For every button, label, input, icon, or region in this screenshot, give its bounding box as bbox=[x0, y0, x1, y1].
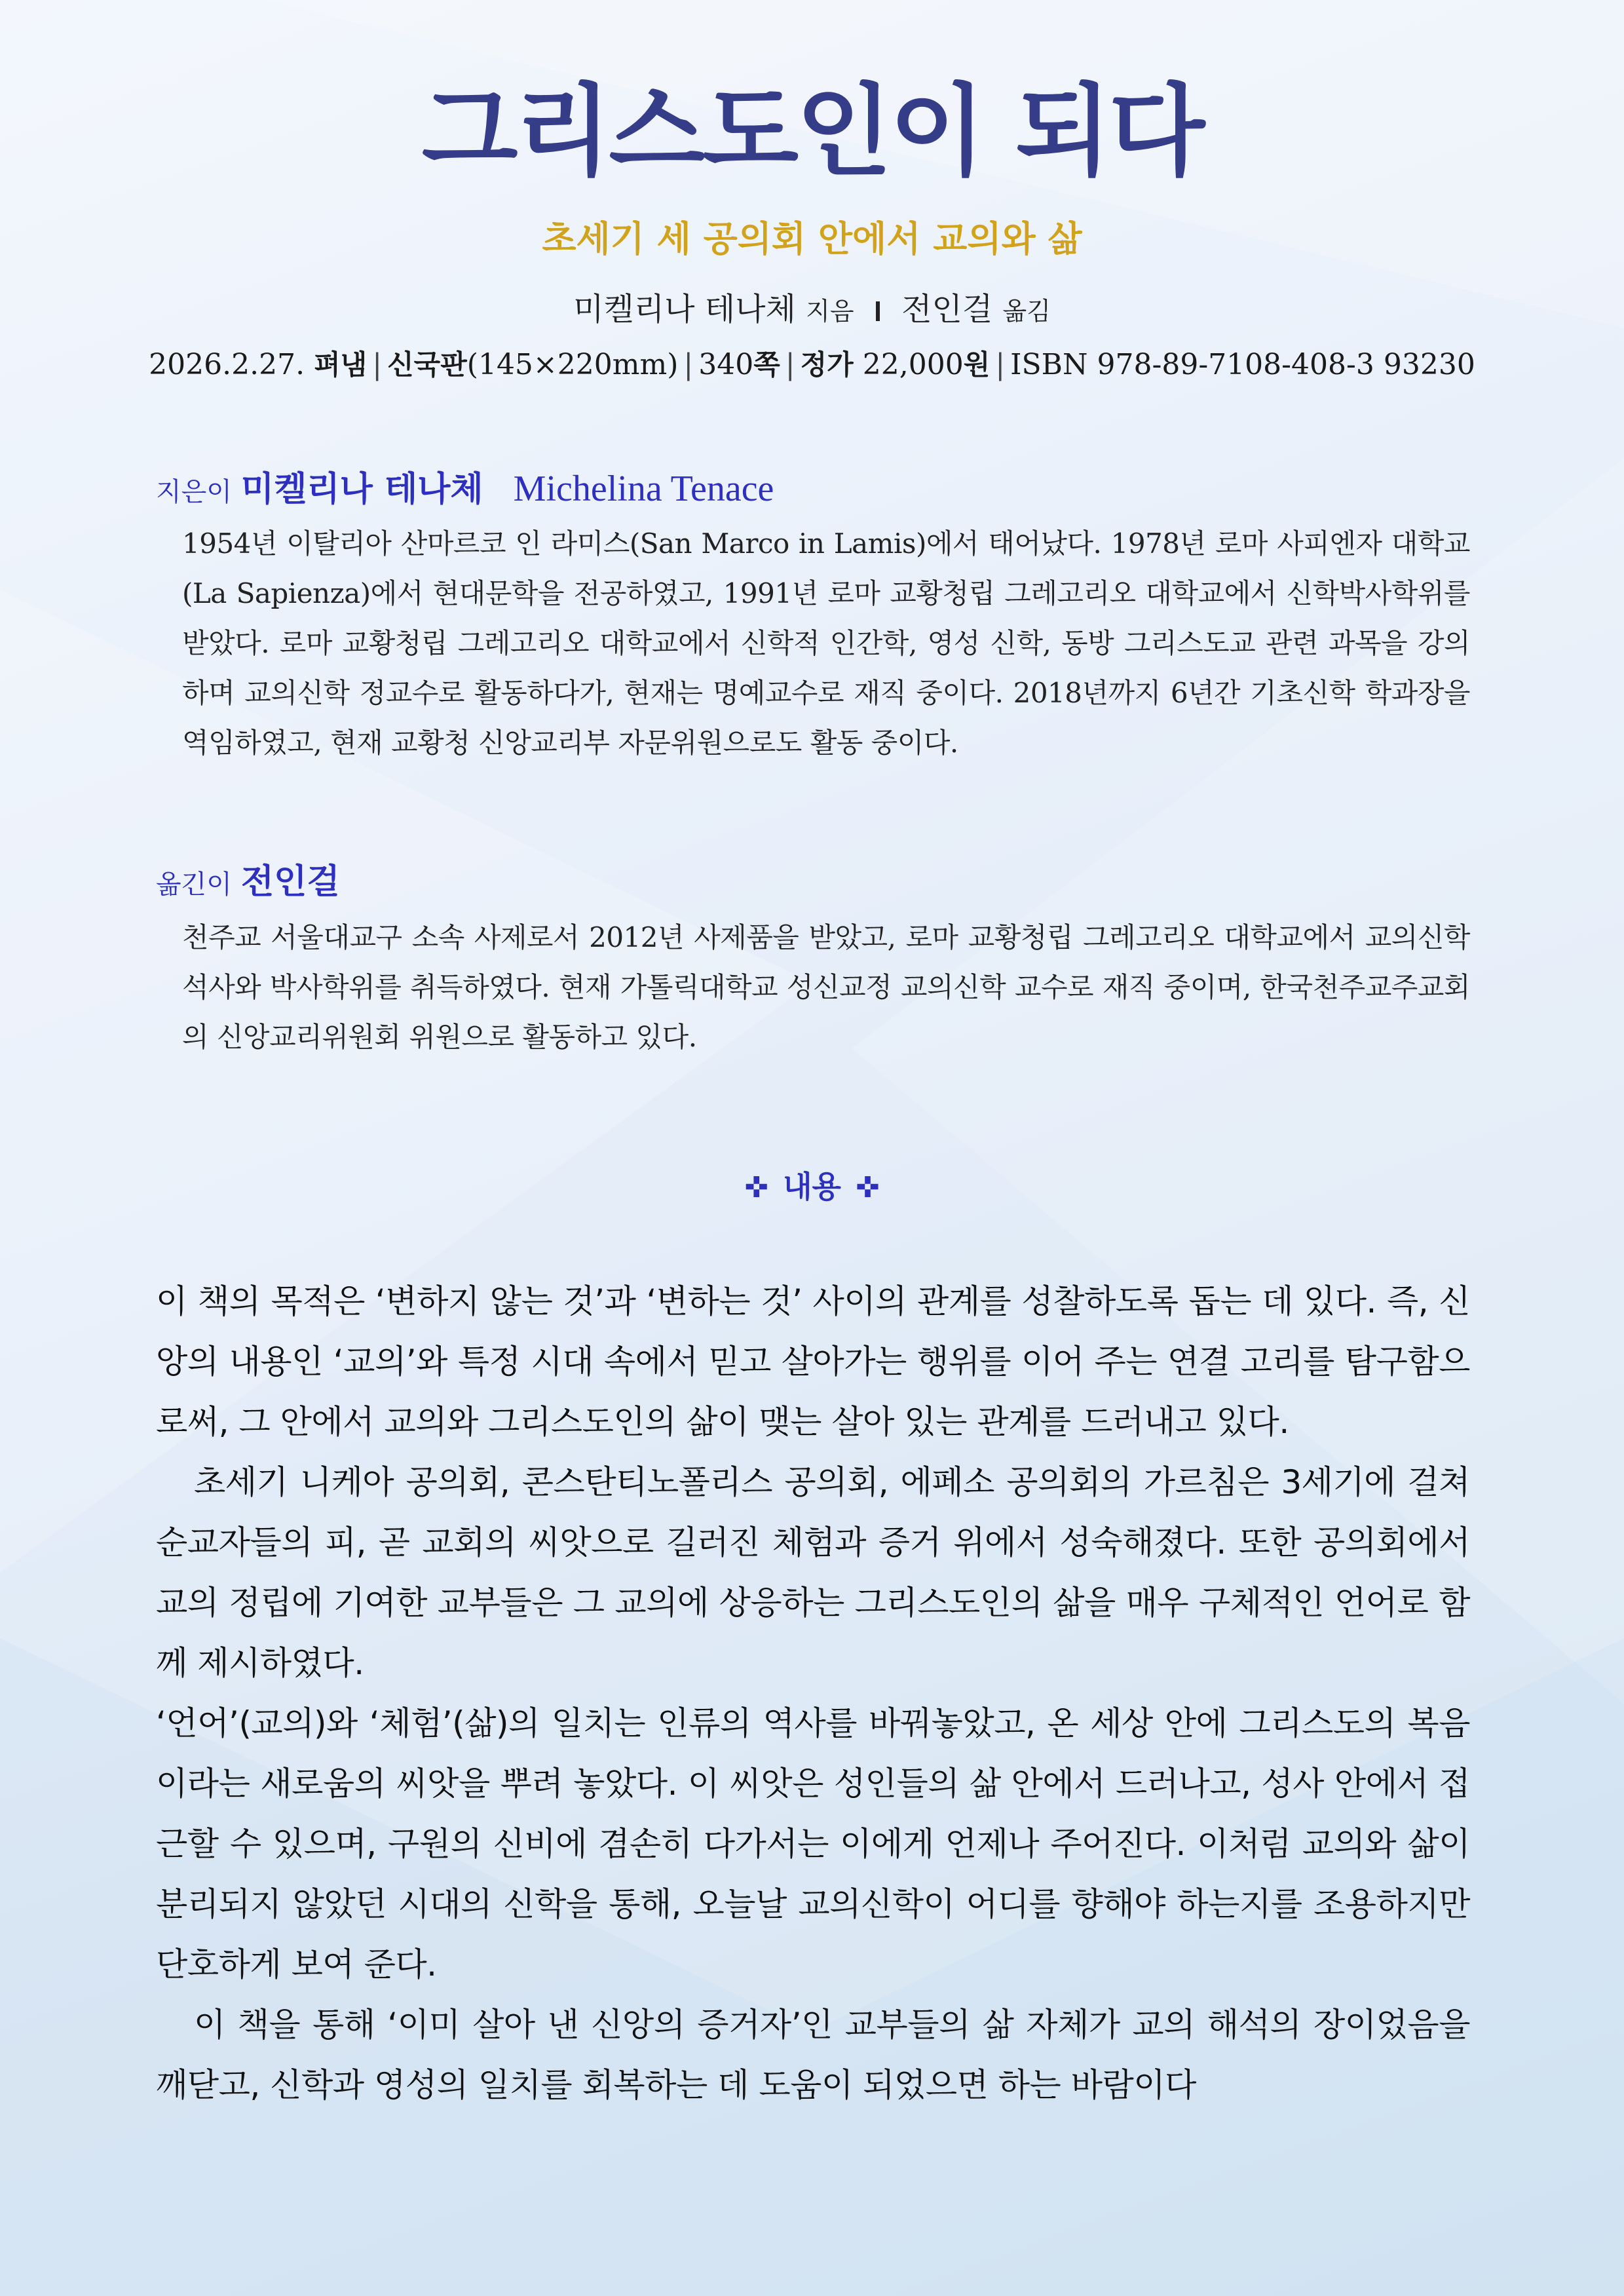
content-paragraph: 이 책의 목적은 ‘변하지 않는 것’과 ‘변하는 것’ 사이의 관계를 성찰하도록 돕는 데 있다. 즉, 신앙의 내용인 ‘교의’와 특정 시대 속에서 믿고 살아가는 행위를 이어 주는 연결 고리를 탐구함으로써, 그 안에서 교의와 그리스도인의 삶이 맺는 살아 있는 관계를 드러내고 있다. bbox=[156, 1282, 1470, 1441]
translator-heading bbox=[156, 862, 340, 902]
pages-value: 340 bbox=[698, 348, 754, 381]
author-heading bbox=[156, 470, 774, 507]
credits-divider bbox=[876, 301, 880, 321]
author-label: 지은이 bbox=[156, 477, 232, 507]
price-value: 22,000 bbox=[862, 348, 964, 381]
pub-separator: | bbox=[995, 348, 1006, 381]
content-paragraph: 초세기 니케아 공의회, 콘스탄티노폴리스 공의회, 에페소 공의회의 가르침은 3세기에 걸쳐 순교자들의 피, 곧 교회의 씨앗으로 길러진 체험과 증거 위에서 성숙해졌다. 또한 공의회에서 교의 정립에 기여한 교부들은 그 교의에 상응하는 그리스도인의 삶을 매우 구체적인 언어로 함께 제시하였다. bbox=[156, 1463, 1470, 1682]
author-latin-name: Michelina Tenace bbox=[513, 469, 774, 509]
content-paragraph: 이 책을 통해 ‘이미 살아 낸 신앙의 증거자’인 교부들의 삶 자체가 교의 해석의 장이었음을 깨닫고, 신학과 영성의 일치를 회복하는 데 도움이 되었으면 하는 바람이다 bbox=[156, 2006, 1470, 2104]
ornament-icon: ✜ bbox=[744, 1171, 769, 1204]
isbn: ISBN 978-89-7108-408-3 93230 bbox=[1010, 348, 1475, 381]
translator-label: 옮긴이 bbox=[156, 870, 232, 900]
book-title: 그리스도인이 되다 bbox=[421, 73, 1203, 189]
book-subtitle: 초세기 세 공의회 안에서 교의와 삶 bbox=[542, 218, 1082, 259]
content-heading-text: 내용 bbox=[783, 1169, 841, 1204]
author-heading-name: 미켈리나 테나체 bbox=[240, 470, 483, 509]
pub-separator: | bbox=[372, 348, 383, 381]
translator-bio bbox=[182, 913, 1470, 1062]
translator-role: 옮김 bbox=[1002, 297, 1051, 326]
translator-bio-text: 천주교 서울대교구 소속 사제로서 2012년 사제품을 받았고, 로마 교황청립 그레고리오 대학교에서 교의신학 석사와 박사학위를 취득하였다. 현재 가톨릭대학교 성신교정 교의신학 교수로 재직 중이며, 한국천주교주교회의 신앙교리위원회 위원으로 활동하고 있다. bbox=[182, 921, 1470, 1053]
format-label: 신국판 bbox=[387, 349, 467, 381]
credits-line bbox=[0, 291, 1624, 328]
price-unit: 원 bbox=[963, 349, 991, 381]
author-bio-text: 1954년 이탈리아 산마르코 인 라미스(San Marco in Lamis)에서 태어났다. 1978년 로마 사피엔자 대학교(La Sapienza)에서 현대문학을 전공하였고, 1991년 로마 교황청립 그레고리오 대학교에서 신학박사학위를 받았다. 로마 교황청립 그레고리오 대학교에서 신학적 인간학, 영성 신학, 동방 그리스도교 관련 과목을 강의하며 교의신학 정교수로 활동하다가, 현재는 명예교수로 재직 중이다. 2018년까지 6년간 기초신학 학과장을 역임하였고, 현재 교황청 신앙교리부 자문위원으로도 활동 중이다. bbox=[182, 527, 1470, 759]
pub-date: 2026.2.27. bbox=[149, 348, 305, 381]
ornament-icon: ✜ bbox=[855, 1171, 880, 1204]
author-role: 지음 bbox=[806, 297, 854, 326]
format-value: (145×220mm) bbox=[466, 348, 679, 381]
pub-separator: | bbox=[785, 348, 795, 381]
content-heading bbox=[0, 1169, 1624, 1204]
publication-info bbox=[0, 348, 1624, 381]
translator-name: 전인걸 bbox=[901, 291, 993, 328]
price-label: 정가 bbox=[800, 349, 854, 381]
author-name: 미켈리나 테나체 bbox=[573, 291, 796, 328]
content-paragraph: ‘언어’(교의)와 ‘체험’(삶)의 일치는 인류의 역사를 바꿔놓았고, 온 세상 안에 그리스도의 복음이라는 새로움의 씨앗을 뿌려 놓았다. 이 씨앗은 성인들의 삶 안에서 드러나고, 성사 안에서 접근할 수 있으며, 구원의 신비에 겸손히 다가서는 이에게 언제나 주어진다. 이처럼 교의와 삶이 분리되지 않았던 시대의 신학을 통해, 오늘날 교의신학이 어디를 향해야 하는지를 조용하지만 단호하게 보여 준다. bbox=[156, 1704, 1470, 1983]
translator-heading-name: 전인걸 bbox=[240, 862, 340, 902]
pages-label: 쪽 bbox=[753, 349, 780, 381]
pub-date-label: 펴냄 bbox=[314, 349, 368, 381]
content-body bbox=[156, 1271, 1470, 2115]
author-bio bbox=[182, 519, 1470, 768]
pub-separator: | bbox=[683, 348, 694, 381]
